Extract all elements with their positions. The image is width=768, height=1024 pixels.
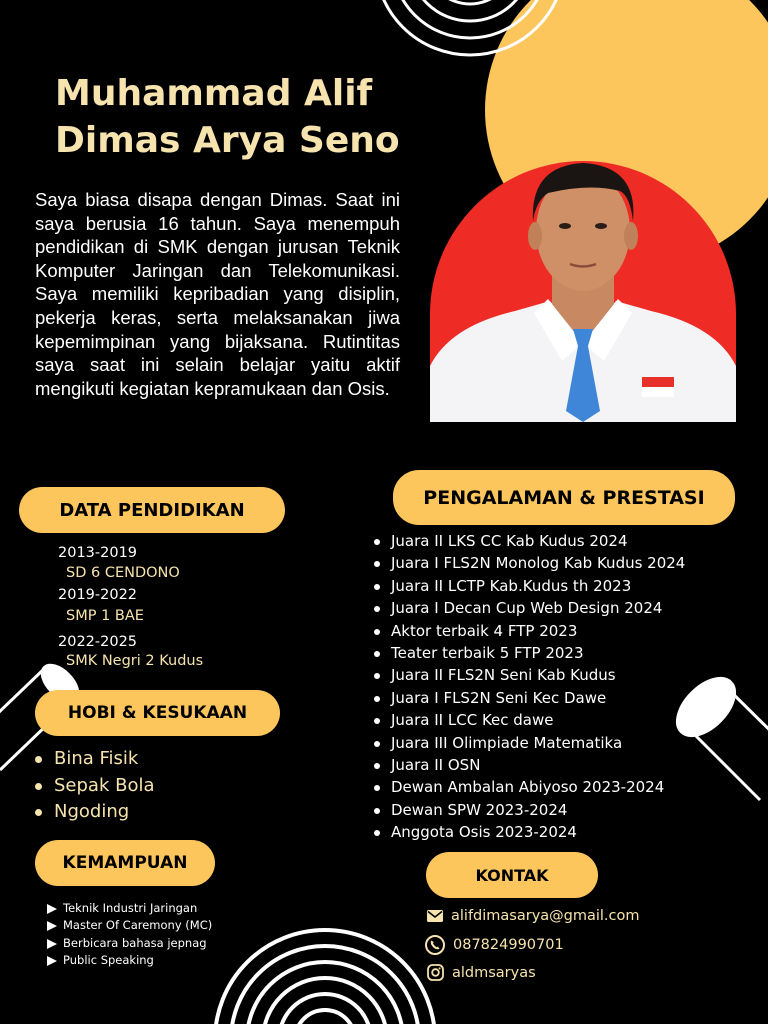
experience-item: Juara I Decan Cup Web Design 2024 [374, 597, 685, 619]
contact-email[interactable]: alifdimasarya@gmail.com [451, 908, 640, 924]
experience-item: Teater terbaik 5 FTP 2023 [374, 642, 685, 664]
experience-heading-label: PENGALAMAN & PRESTASI [423, 486, 705, 509]
contact-phone[interactable]: 087824990701 [453, 937, 564, 953]
envelope-icon [427, 910, 443, 922]
education-school-3: SMK Negri 2 Kudus [66, 653, 204, 669]
experience-item: Juara II OSN [374, 754, 685, 776]
experience-item: Dewan SPW 2023-2024 [374, 799, 685, 821]
skill-item: Teknik Industri Jaringan [47, 900, 212, 917]
contact-instagram-row[interactable] [427, 964, 536, 981]
hobbies-heading [35, 690, 280, 736]
skill-item: Public Speaking [47, 952, 212, 969]
experience-item: Juara II LKS CC Kab Kudus 2024 [374, 530, 685, 552]
concentric-arches-bottom [215, 930, 435, 1024]
experience-item: Juara I FLS2N Seni Kec Dawe [374, 687, 685, 709]
experience-item: Juara II FLS2N Seni Kab Kudus [374, 664, 685, 686]
contact-heading-label: KONTAK [475, 865, 549, 885]
hobbies-list [35, 746, 155, 826]
phone-icon [425, 935, 445, 955]
experience-item: Aktor terbaik 4 FTP 2023 [374, 620, 685, 642]
experience-list [374, 530, 685, 844]
contact-phone-row[interactable] [425, 935, 564, 955]
experience-heading [393, 470, 735, 525]
contact-email-row[interactable] [427, 908, 640, 924]
instagram-icon [427, 964, 444, 981]
experience-item: Dewan Ambalan Abiyoso 2023-2024 [374, 776, 685, 798]
education-years-2: 2019-2022 [58, 587, 138, 603]
education-heading-label: DATA PENDIDIKAN [59, 499, 245, 521]
contact-heading [426, 852, 598, 898]
education-school-1: SD 6 CENDONO [66, 565, 180, 581]
education-years-1: 2013-2019 [58, 545, 138, 561]
skills-heading-label: KEMAMPUAN [62, 853, 188, 873]
contact-instagram[interactable]: aldmsaryas [452, 964, 536, 981]
hobby-item: Ngoding [35, 799, 155, 826]
hobby-item: Sepak Bola [35, 773, 155, 800]
experience-item: Juara II LCC Kec dawe [374, 709, 685, 731]
skill-item: Berbicara bahasa jepnag [47, 935, 212, 952]
name-line-1: Muhammad Alif [55, 73, 373, 114]
skills-heading [35, 840, 215, 886]
hobbies-heading-label: HOBI & KESUKAAN [67, 703, 248, 723]
person-name [55, 70, 400, 164]
skills-list [47, 900, 212, 969]
education-heading [19, 487, 285, 533]
bio-paragraph: Saya biasa disapa dengan Dimas. Saat ini saya berusia 16 tahun. Saya menempuh pendidikan di SMK dengan jurusan Teknik Komputer Jaringan dan Telekomunikasi. Saya memiliki kepribadian yang disiplin, pekerja keras, serta melaksanakan jiwa kepemimpinan yang bijaksana. Rutintitas saya saat ini selain belajar yaitu aktif mengikuti kegiatan kepramukaan dan Osis. [35, 189, 400, 399]
experience-item: Anggota Osis 2023-2024 [374, 821, 685, 843]
education-years-3: 2022-2025 [58, 634, 138, 650]
education-school-2: SMP 1 BAE [66, 608, 144, 624]
experience-item: Juara II LCTP Kab.Kudus th 2023 [374, 575, 685, 597]
hobby-item: Bina Fisik [35, 746, 155, 773]
experience-item: Juara III Olimpiade Matematika [374, 732, 685, 754]
name-line-2: Dimas Arya Seno [55, 120, 400, 161]
skill-item: Master Of Caremony (MC) [47, 917, 212, 934]
experience-item: Juara I FLS2N Monolog Kab Kudus 2024 [374, 552, 685, 574]
